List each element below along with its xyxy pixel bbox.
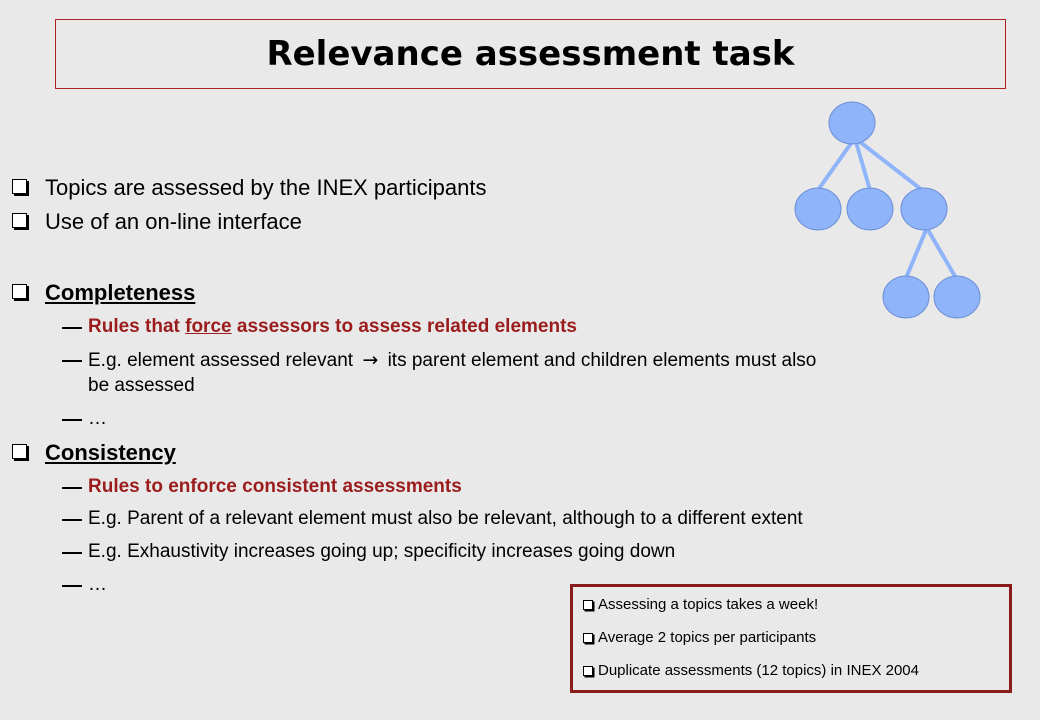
dash-bullet-icon [62,360,82,362]
checkbox-bullet-icon [583,600,593,610]
dash-bullet-icon [62,552,82,554]
dash-bullet-icon [62,487,82,489]
tree-node-child-2 [847,188,893,230]
note-item: Assessing a topics takes a week! [583,596,818,613]
dash-bullet-icon [62,519,82,521]
tree-node-grandchild-1 [883,276,929,318]
checkbox-bullet-icon [583,633,593,643]
checkbox-bullet-icon [12,284,27,299]
checkbox-bullet-icon [12,213,27,228]
right-arrow-icon: → [362,349,379,371]
tree-edge [818,142,852,190]
checkbox-bullet-icon [583,666,593,676]
tree-node-grandchild-2 [934,276,980,318]
slide-title: Relevance assessment task [266,34,795,74]
tree-node-root [829,102,875,144]
force-word: force [185,316,232,337]
dash-bullet-icon [62,419,82,421]
tree-edge [906,230,926,278]
dash-bullet-icon [62,327,82,329]
tree-node-child-1 [795,188,841,230]
notes-box [570,584,1012,693]
dash-bullet-icon [62,585,82,587]
tree-node-child-3 [901,188,947,230]
checkbox-bullet-icon [12,179,27,194]
note-item: Average 2 topics per participants [583,629,816,646]
note-item: Duplicate assessments (12 topics) in INEX 2004 [583,662,919,679]
tree-edge [928,230,956,278]
checkbox-bullet-icon [12,444,27,459]
